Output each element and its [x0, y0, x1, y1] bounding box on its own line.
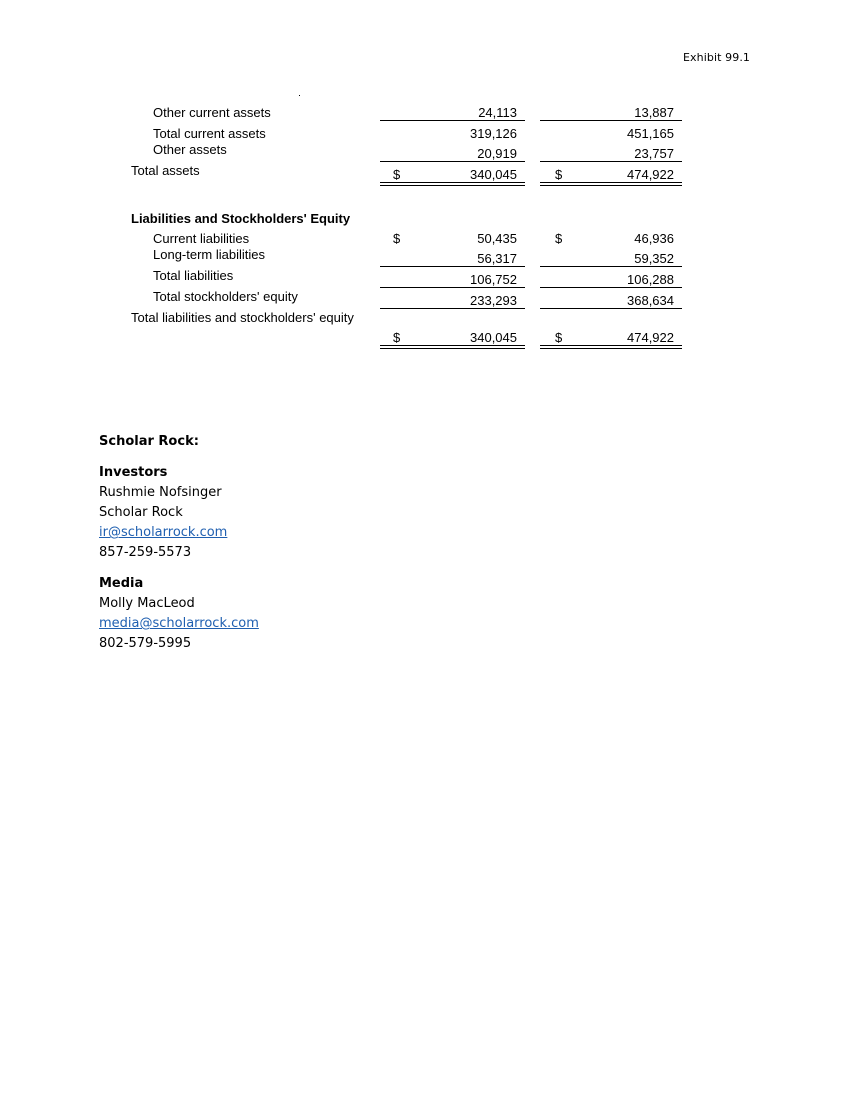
double-rule-col2: [540, 345, 682, 349]
value-total-liabilities-col2: 106,288: [627, 272, 674, 287]
row-label-total-assets: Total assets: [131, 163, 200, 178]
row-label-current-liabilities: Current liabilities: [153, 231, 250, 246]
currency-total-assets-col1: $: [393, 167, 401, 182]
rule-col1: [380, 161, 525, 162]
exhibit-number: Exhibit 99.1: [683, 51, 751, 64]
value-total-current-assets-col2: 451,165: [627, 126, 674, 141]
value-total-equity-col2: 368,634: [627, 293, 674, 308]
row-label-total-liabilities-equity: Total liabilities and stockholders' equity: [131, 310, 354, 325]
rule-col2: [540, 308, 682, 309]
value-other-current-assets-col2: 13,887: [634, 105, 674, 120]
value-current-liabilities-col2: 46,936: [634, 231, 674, 246]
rule-col1: [380, 266, 525, 267]
row-label-total-equity: Total stockholders' equity: [153, 289, 298, 304]
double-rule-col1: [380, 182, 525, 186]
currency-current-liabilities-col1: $: [393, 231, 401, 246]
row-label-other-current-assets: Other current assets: [153, 105, 271, 120]
value-current-liabilities-col1: 50,435: [477, 231, 517, 246]
stray-dot: [299, 95, 300, 96]
currency-total-liabilities-equity-col1: $: [393, 330, 401, 345]
value-long-term-liabilities-col1: 56,317: [477, 251, 517, 266]
currency-current-liabilities-col2: $: [555, 231, 563, 246]
rule-col2: [540, 120, 682, 121]
media-contact-name: Molly MacLeod: [99, 596, 195, 611]
row-label-long-term-liabilities: Long-term liabilities: [153, 247, 265, 262]
value-other-assets-col1: 20,919: [477, 146, 517, 161]
investors-heading: Investors: [99, 465, 168, 480]
media-email-link[interactable]: media@scholarrock.com: [99, 616, 259, 631]
currency-total-assets-col2: $: [555, 167, 563, 182]
investors-phone: 857-259-5573: [99, 545, 192, 560]
value-total-assets-col2: 474,922: [627, 167, 674, 182]
value-other-assets-col2: 23,757: [634, 146, 674, 161]
row-label-other-assets: Other assets: [153, 142, 227, 157]
currency-total-liabilities-equity-col2: $: [555, 330, 563, 345]
investors-company: Scholar Rock: [99, 505, 183, 520]
value-total-current-assets-col1: 319,126: [470, 126, 517, 141]
double-rule-col1: [380, 345, 525, 349]
rule-col1: [380, 308, 525, 309]
value-total-liabilities-equity-col1: 340,045: [470, 330, 517, 345]
investors-contact-name: Rushmie Nofsinger: [99, 485, 222, 500]
value-long-term-liabilities-col2: 59,352: [634, 251, 674, 266]
value-total-assets-col1: 340,045: [470, 167, 517, 182]
value-total-liabilities-equity-col2: 474,922: [627, 330, 674, 345]
row-label-total-liabilities: Total liabilities: [153, 268, 234, 283]
rule-col2: [540, 161, 682, 162]
media-phone: 802-579-5995: [99, 636, 192, 651]
rule-col1: [380, 287, 525, 288]
section-heading-liabilities: Liabilities and Stockholders' Equity: [131, 211, 351, 226]
company-heading: Scholar Rock:: [99, 434, 199, 449]
rule-col1: [380, 120, 525, 121]
row-label-total-current-assets: Total current assets: [153, 126, 266, 141]
contact-section: [99, 432, 259, 654]
value-total-equity-col1: 233,293: [470, 293, 517, 308]
media-heading: Media: [99, 576, 144, 591]
value-total-liabilities-col1: 106,752: [470, 272, 517, 287]
investors-email-link[interactable]: ir@scholarrock.com: [99, 525, 228, 540]
rule-col2: [540, 287, 682, 288]
double-rule-col2: [540, 182, 682, 186]
rule-col2: [540, 266, 682, 267]
value-other-current-assets-col1: 24,113: [478, 105, 517, 120]
